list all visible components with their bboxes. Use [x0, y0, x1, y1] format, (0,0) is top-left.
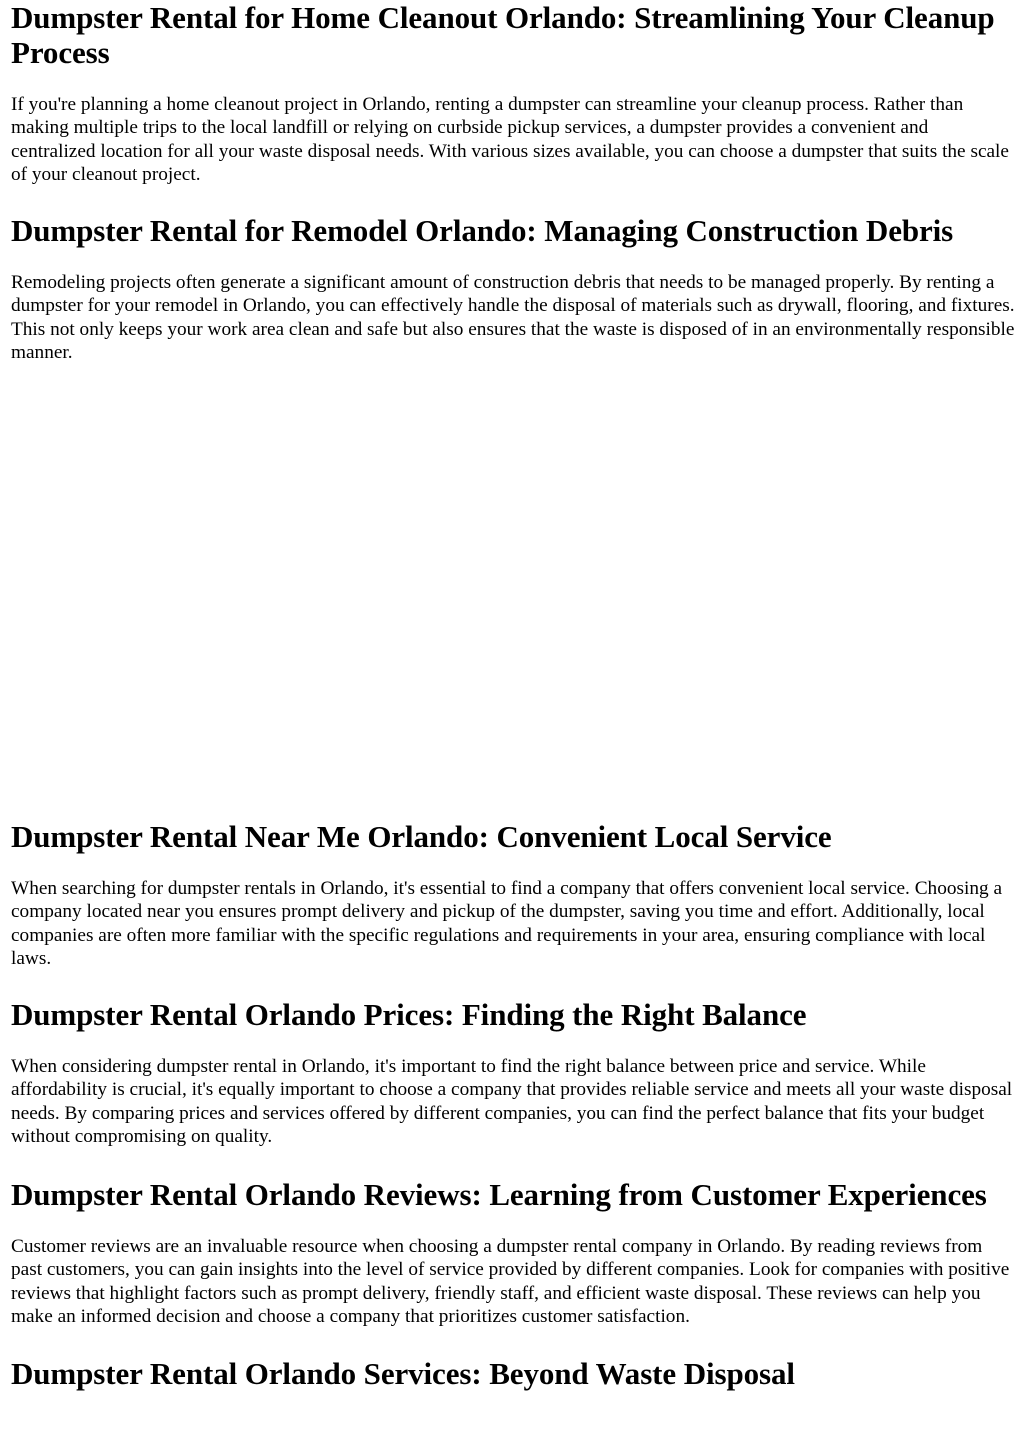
- section-paragraph: Remodeling projects often generate a significant amount of construction debris that needs to be managed properly. By renting a dumpster for your remodel in Orlando, you can effectively handle the disposal of materials such as drywall, flooring, and fixtures. This not only keeps your work area clean and safe but also ensures that the waste is disposed of in an environmentally responsible manner.: [11, 272, 1015, 363]
- section-heading: Dumpster Rental for Remodel Orlando: Managing Construction Debris: [11, 213, 954, 248]
- article-section: [11, 997, 1015, 1148]
- article-section: [11, 1356, 1015, 1391]
- article-section: [11, 213, 1015, 364]
- article-section: [11, 1177, 1015, 1328]
- section-heading: Dumpster Rental Orlando Prices: Finding the Right Balance: [11, 997, 807, 1032]
- section-paragraph: When searching for dumpster rentals in Orlando, it's essential to find a company that offers convenient local service. Choosing a company located near you ensures prompt delivery and pickup of the dumpster, saving you time and effort. Additionally, local companies are often more familiar with the specific regulations and requirements in your area, ensuring compliance with local laws.: [11, 878, 1002, 969]
- section-heading: Dumpster Rental Orlando Services: Beyond Waste Disposal: [11, 1356, 795, 1391]
- section-paragraph: If you're planning a home cleanout project in Orlando, renting a dumpster can streamline your cleanup process. Rather than making multiple trips to the local landfill or relying on curbside pickup services, a dumpster provides a convenient and centralized location for all your waste disposal needs. With various sizes available, you can choose a dumpster that suits the scale of your cleanout project.: [11, 94, 1009, 185]
- blank-space: [11, 380, 1015, 810]
- section-heading: Dumpster Rental for Home Cleanout Orlando: Streamlining Your Cleanup Process: [11, 0, 995, 70]
- article-section: [11, 0, 1015, 186]
- article-section: [11, 819, 1015, 970]
- section-heading: Dumpster Rental Near Me Orlando: Convenient Local Service: [11, 819, 832, 854]
- section-paragraph: When considering dumpster rental in Orlando, it's important to find the right balance between price and service. While affordability is crucial, it's equally important to choose a company that provides reliable service and meets all your waste disposal needs. By comparing prices and services offered by different companies, you can find the perfect balance that fits your budget without compromising on quality.: [11, 1056, 1013, 1147]
- section-paragraph: Customer reviews are an invaluable resource when choosing a dumpster rental company in Orlando. By reading reviews from past customers, you can gain insights into the level of service provided by different companies. Look for companies with positive reviews that highlight factors such as prompt delivery, friendly staff, and efficient waste disposal. These reviews can help you make an informed decision and choose a company that prioritizes customer satisfaction.: [11, 1236, 1010, 1327]
- section-heading: Dumpster Rental Orlando Reviews: Learning from Customer Experiences: [11, 1177, 987, 1212]
